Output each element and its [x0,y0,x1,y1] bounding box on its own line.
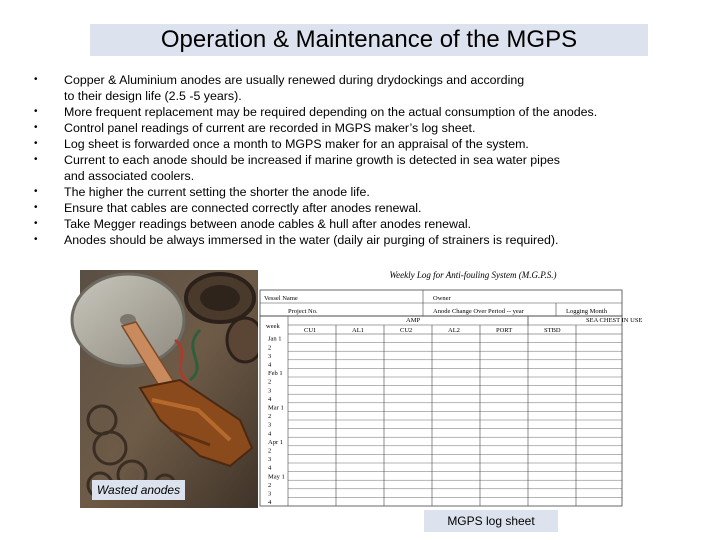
bullet-text: Take Megger readings between anode cables & hull after anodes renewal. [64,217,472,231]
week-row-label: 3 [268,490,272,498]
week-row-label: 3 [268,421,272,429]
week-row-label: 2 [268,413,272,421]
photo-caption: Wasted anodes [92,480,185,500]
column-header-stbd: STBD [544,327,561,334]
project-no-label: Project No. [288,308,318,315]
bullet-item [30,120,710,136]
bullet-dot: • [34,202,38,213]
bullet-item [30,136,710,152]
bullet-text: Current to each anode should be increased if marine growth is detected in sea water pipes [64,153,560,167]
week-row-label: Jan 1 [268,335,282,343]
bullet-dot: • [34,74,38,85]
amp-header: AMP [406,317,421,324]
week-row-label: 2 [268,481,272,489]
week-row-label: 4 [268,499,272,507]
log-sheet-subheaders [304,327,561,334]
bullet-text: Anodes should be always immersed in the water (daily air purging of strainers is required). [64,233,559,247]
week-row-label: 4 [268,430,272,438]
log-sheet-title: Weekly Log for Anti-fouling System (M.G.P.S.) [389,270,557,280]
bullet-item [30,152,710,184]
column-header-al2: AL2 [448,327,460,334]
logging-month-label: Logging Month [566,308,607,315]
week-row-label: 3 [268,352,272,360]
bullet-item [30,216,710,232]
log-sheet-rows [268,336,285,506]
week-row-label: 2 [268,344,272,352]
week-row-label: 4 [268,464,272,472]
column-header-cu2: CU2 [400,327,413,334]
bullet-text: Log sheet is forwarded once a month to MGPS maker for an appraisal of the system. [64,137,529,151]
sea-chest-header: SEA CHEST IN USE [586,317,643,324]
wasted-anodes-photo [80,270,260,508]
bullet-dot: • [34,154,38,165]
slide-title: Operation & Maintenance of the MGPS [90,24,648,56]
owner-label: Owner [433,295,451,302]
week-row-label: 3 [268,456,272,464]
bullet-dot: • [34,218,38,229]
bullet-text: and associated coolers. [64,169,195,183]
log-sheet-caption: MGPS log sheet [424,510,558,532]
column-header-port: PORT [496,327,513,334]
week-row-label: 4 [268,395,272,403]
week-row-label: May 1 [268,473,285,481]
bullet-item [30,200,710,216]
bullet-item [30,72,710,104]
bullet-text: Control panel readings of current are recorded in MGPS maker’s log sheet. [64,121,476,135]
log-sheet-grid [260,290,622,506]
bullet-dot: • [34,138,38,149]
bullet-text: Ensure that cables are connected correctly after anodes renewal. [64,201,422,215]
bullet-list [30,72,710,248]
bullet-dot: • [34,234,38,245]
bullet-text: to their design life (2.5 -5 years). [64,89,242,103]
bullet-dot: • [34,186,38,197]
log-sheet-table [258,268,643,508]
vessel-name-label: Vessel Name [264,295,298,302]
bullet-item [30,104,710,120]
bullet-text: The higher the current setting the shorter the anode life. [64,185,370,199]
week-row-label: 4 [268,361,272,369]
bullet-dot: • [34,122,38,133]
column-header-cu1: CU1 [304,327,317,334]
week-row-label: Mar 1 [268,404,284,412]
bullet-text: Copper & Aluminium anodes are usually renewed during drydockings and according [64,73,525,87]
wasted-anodes-image [80,270,260,508]
anode-change-label: Anode Change Over Period -- year [433,308,524,315]
week-header: week [266,323,280,330]
bullet-text: More frequent replacement may be required depending on the actual consumption of the anodes. [64,105,598,119]
week-row-label: 2 [268,447,272,455]
week-row-label: 2 [268,378,272,386]
week-row-label: 3 [268,387,272,395]
bullet-item [30,184,710,200]
table-border [260,316,622,506]
column-header-al1: AL1 [352,327,364,334]
bullet-dot: • [34,106,38,117]
mgps-log-sheet [258,268,643,508]
week-row-label: Feb 1 [268,370,283,378]
bullet-item [30,232,710,248]
week-row-label: Apr 1 [268,438,283,446]
